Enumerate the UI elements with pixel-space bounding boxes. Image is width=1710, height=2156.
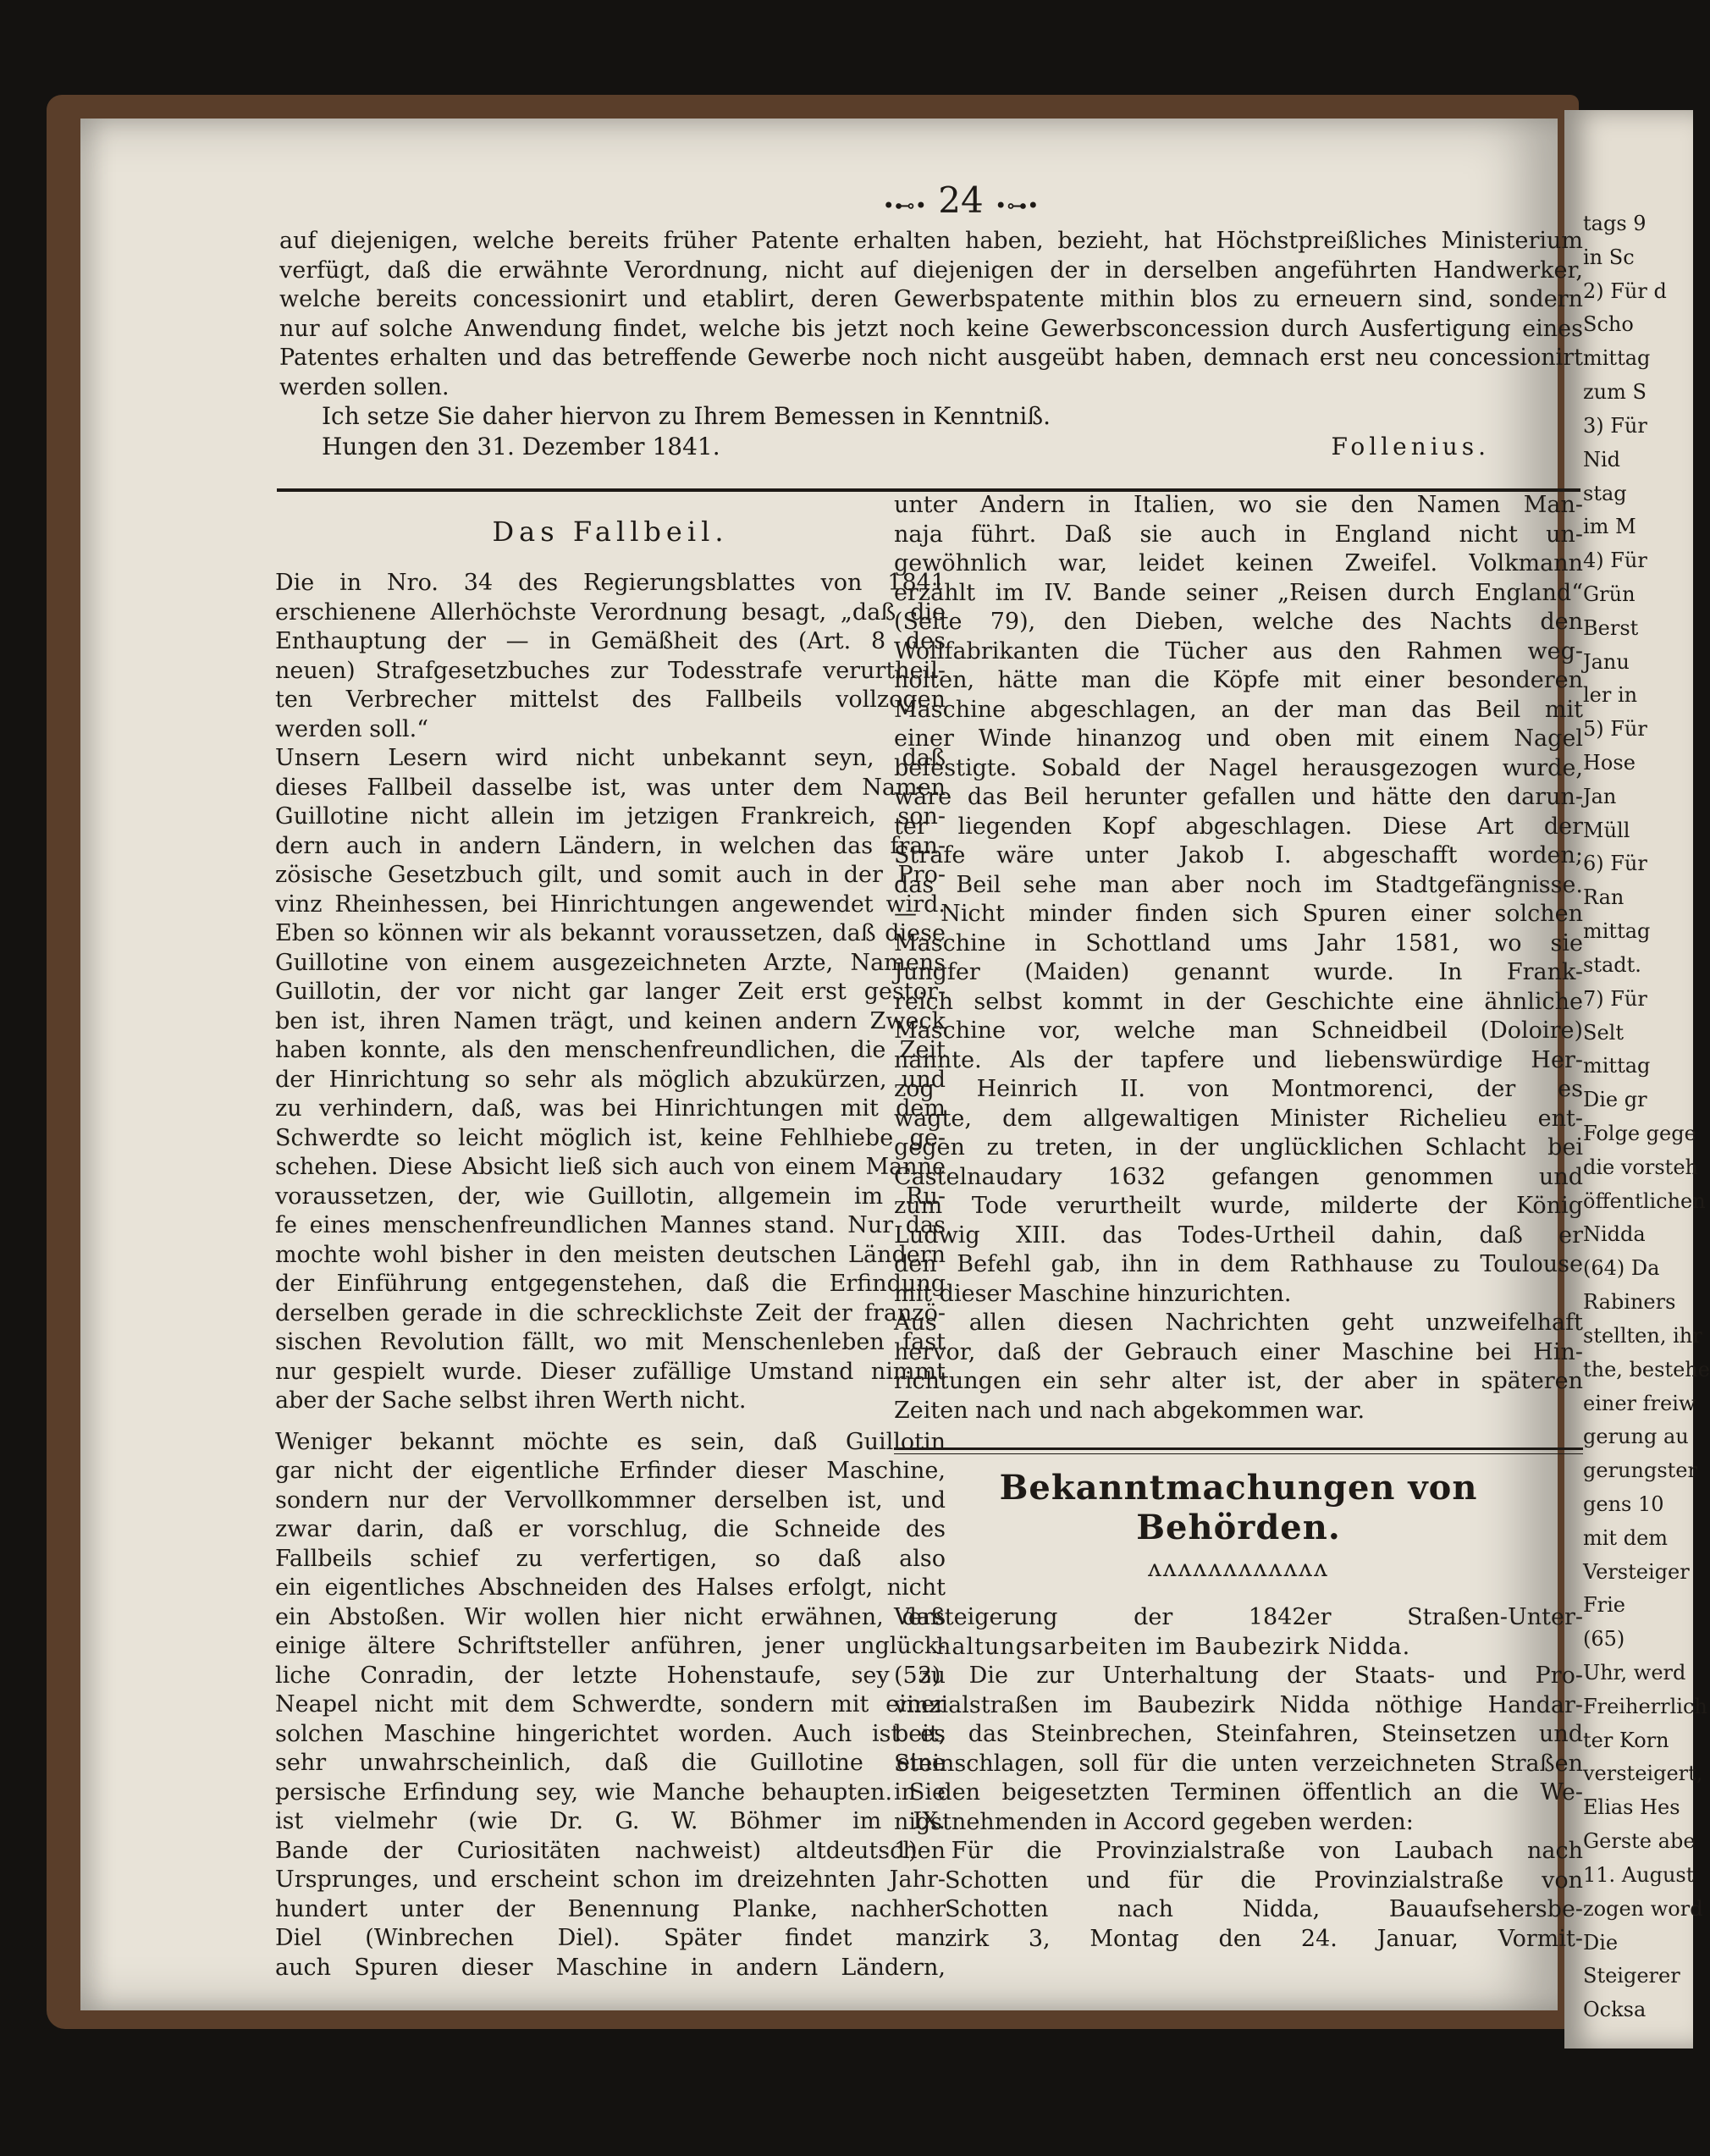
- text-line: dern auch in andern Ländern, in welchen das fran-: [275, 832, 946, 859]
- facing-line: zum S: [1583, 380, 1647, 405]
- facing-page: [1564, 110, 1710, 2048]
- intro-lines: [279, 227, 1583, 373]
- wave-ornament-icon: ʌʌʌʌʌʌʌʌʌʌʌʌ: [1148, 1554, 1329, 1582]
- facing-line: ler in: [1583, 683, 1638, 708]
- article-conclusion-end: Zeiten nach und nach abgekommen war.: [894, 1397, 1365, 1424]
- intro-last-line: werden sollen.: [279, 373, 450, 400]
- facing-line: Müll: [1583, 818, 1630, 842]
- text-line: Ursprunges, und erscheint schon im dreizehnten Jahr-: [275, 1867, 946, 1893]
- place-date: Hungen den 31. Dezember 1841.: [322, 432, 720, 460]
- facing-line: 11. August: [1583, 1862, 1695, 1887]
- text-line: zu verhindern, daß, was bei Hinrichtungen mit dem: [275, 1095, 946, 1122]
- text-line: vinzialstraßen im Baubezirk Nidda nöthige Handar-: [894, 1691, 1583, 1718]
- text-line: ten Verbrecher mittelst des Fallbeils vollzogen: [275, 687, 946, 713]
- text-line: Aus allen diesen Nachrichten geht unzweifelhaft: [894, 1310, 1583, 1336]
- facing-line: 4) Für: [1583, 549, 1647, 573]
- article-paragraph-1: [275, 569, 946, 715]
- text-line: haben konnte, als den menschenfreundlichen, die Zeit: [275, 1037, 946, 1063]
- facing-line: Jan: [1583, 784, 1617, 808]
- text-line: erzählt im IV. Bande seiner „Reisen durch England“: [894, 579, 1583, 606]
- facing-line: mittag: [1583, 1054, 1651, 1078]
- facing-line: Berst: [1583, 615, 1639, 640]
- left-column: [275, 506, 946, 1982]
- facing-line: mit dem: [1583, 1525, 1669, 1550]
- notice-item-1-rest: [894, 1867, 1583, 1955]
- text-line: Unsern Lesern wird nicht unbekannt seyn, daß: [275, 745, 946, 771]
- text-line: sehr unwahrscheinlich, daß die Guillotine eine: [275, 1750, 946, 1776]
- facing-line: 3) Für: [1583, 413, 1647, 438]
- text-line: Ludwig XIII. das Todes-Urtheil dahin, daß er: [894, 1221, 1583, 1249]
- page-number: [859, 179, 1062, 221]
- facing-line: Rabiners: [1583, 1290, 1676, 1315]
- facing-line: Freiherrlich: [1583, 1694, 1707, 1718]
- text-line: solchen Maschine hingerichtet worden. Auch ist es: [275, 1720, 946, 1747]
- text-line: Guillotin, der vor nicht gar langer Zeit erst gestor-: [275, 979, 946, 1005]
- article-paragraph-2-end: aber der Sache selbst ihren Werth nicht.: [275, 1387, 747, 1414]
- text-line: sischen Revolution fällt, wo mit Menschenleben fast: [275, 1329, 946, 1355]
- article-paragraph-2: [275, 744, 946, 1387]
- text-line: einige ältere Schriftsteller anführen, jener unglück-: [275, 1633, 946, 1659]
- facing-line: versteigert,: [1583, 1762, 1703, 1786]
- text-line: welche bereits concessionirt und etablirt, deren Gewerbspatente mithin blos zu erneuern sind, sondern: [279, 286, 1583, 312]
- intro-block: [279, 227, 1583, 462]
- facing-line: Ran: [1583, 885, 1624, 910]
- facing-line: 7) Für: [1583, 986, 1647, 1011]
- text-line: Wollfabrikanten die Tücher aus den Rahmen weg-: [894, 637, 1583, 664]
- text-line: Neapel nicht mit dem Schwerdte, sondern mit einer: [275, 1691, 946, 1718]
- text-line: ein eigentliches Abschneiden des Halses erfolgt, nicht: [275, 1574, 946, 1601]
- notice-title: [894, 1603, 1583, 1633]
- facing-line: 5) Für: [1583, 717, 1647, 742]
- text-line: Schotten nach Nidda, Bauaufsehersbe-: [945, 1896, 1583, 1922]
- text-line: zösische Gesetzbuch gilt, und somit auch in der Pro-: [275, 862, 946, 888]
- text-line: Guillotine von einem ausgezeichneten Arzte, Namens: [275, 949, 946, 976]
- page: [80, 119, 1583, 2010]
- text-line: nur gespielt wurde. Dieser zufällige Umstand nimmt: [275, 1358, 946, 1385]
- double-rule: [894, 1447, 1583, 1454]
- text-line: persische Erfindung sey, wie Manche behaupten. Sie: [275, 1778, 946, 1806]
- text-line: Fallbeils schief zu verfertigen, so daß also: [275, 1545, 946, 1572]
- article-paragraph-1-end: werden soll.“: [275, 715, 428, 742]
- facing-line: einer freiw: [1583, 1391, 1696, 1415]
- text-line: in den beigesetzten Terminen öffentlich an die We-: [894, 1779, 1583, 1806]
- announcements-heading: Bekanntmachungen von Behörden.: [999, 1468, 1478, 1547]
- facing-line: mittag: [1583, 919, 1651, 944]
- text-line: naja führt. Daß sie auch in England nicht un-: [894, 521, 1583, 548]
- facing-line: Frie: [1583, 1593, 1626, 1618]
- facing-line: Steigerer: [1583, 1964, 1680, 1988]
- article-continuation-end: mit dieser Maschine hinzurichten.: [894, 1280, 1292, 1307]
- text-line: wäre das Beil herunter gefallen und hätte den darun-: [894, 784, 1583, 810]
- text-line: zirk 3, Montag den 24. Januar, Vormit-: [945, 1925, 1583, 1952]
- text-line: schehen. Diese Absicht ließ sich auch von einem Manne: [275, 1154, 946, 1180]
- ornament-right-icon: •⊶•: [995, 194, 1040, 218]
- facing-line: in Sc: [1583, 245, 1635, 269]
- text-line: Castelnaudary 1632 gefangen genommen und: [894, 1163, 1583, 1190]
- facing-line: tags 9: [1583, 212, 1647, 235]
- facing-line: Versteiger: [1583, 1559, 1690, 1584]
- facing-line: Hose: [1583, 751, 1636, 775]
- text-line: Eben so können wir als bekannt voraussetzen, daß diese: [275, 920, 946, 946]
- text-line: Diel (Winbrechen Diel). Später findet man: [275, 1925, 946, 1951]
- text-line: richtungen ein sehr alter ist, der aber in späteren: [894, 1368, 1583, 1394]
- text-line: derselben gerade in die schrecklichste Zeit der franzö-: [275, 1299, 946, 1326]
- facing-line: stag: [1583, 481, 1627, 505]
- facing-line: the, bestehe: [1583, 1357, 1710, 1381]
- facing-line: Folge gege: [1583, 1122, 1696, 1145]
- facing-line: Grün: [1583, 582, 1636, 606]
- facing-line: mittag: [1583, 346, 1651, 371]
- facing-line: Ocksa: [1583, 1998, 1647, 2022]
- text-line: erschienene Allerhöchste Verordnung besagt, „daß die: [275, 598, 946, 626]
- facing-line: stadt.: [1583, 952, 1641, 977]
- text-line: nur auf solche Anwendung findet, welche bis jetzt noch keine Gewerbsconcession durch Ausfertigung eines: [279, 315, 1583, 342]
- text-line: beit, das Steinbrechen, Steinfahren, Steinsetzen und: [894, 1721, 1583, 1747]
- facing-line: Die gr: [1583, 1088, 1647, 1112]
- text-line: das Beil sehe man aber noch im Stadtgefängnisse.: [894, 871, 1583, 898]
- text-line: holten, hätte man die Köpfe mit einer besonderen: [894, 667, 1583, 693]
- facing-line: Nid: [1583, 447, 1621, 471]
- text-line: verfügt, daß die erwähnte Verordnung, nicht auf diejenigen der in derselben angeführten Handwerker,: [279, 256, 1583, 284]
- article-title: Das Fallbeil.: [492, 516, 729, 548]
- text-line: auch Spuren dieser Maschine in andern Ländern,: [275, 1954, 946, 1981]
- facing-line: Scho: [1583, 312, 1634, 337]
- facing-line: ter Korn: [1583, 1728, 1669, 1752]
- text-line: den Befehl gab, ihn in dem Rathhause zu Toulouse: [894, 1251, 1583, 1277]
- text-line: neuen) Strafgesetzbuches zur Todesstrafe verurtheil-: [275, 657, 946, 684]
- text-line: ter liegenden Kopf abgeschlagen. Diese Art der: [894, 813, 1583, 840]
- notice-body-end: nigstnehmenden in Accord gegeben werden:: [894, 1808, 1414, 1835]
- ornament-left-icon: •⊷•: [882, 194, 927, 218]
- facing-line: Janu: [1583, 649, 1630, 674]
- text-line: gewöhnlich war, leidet keinen Zweifel. Volkmann: [894, 550, 1583, 576]
- text-line: auf diejenigen, welche bereits früher Patente erhalten haben, bezieht, hat Höchstpreißliches Ministerium: [279, 228, 1583, 254]
- text-line: einer Winde hinanzog und oben mit einem Nagel: [894, 725, 1583, 752]
- text-line: Guillotine nicht allein im jetzigen Frankreich, son-: [275, 803, 946, 830]
- facing-line: stellten, ihr: [1583, 1323, 1702, 1348]
- facing-line: 6) Für: [1583, 852, 1647, 876]
- facing-line: gens 10: [1583, 1492, 1664, 1516]
- text-line: befestigte. Sobald der Nagel herausgezogen wurde,: [894, 754, 1583, 781]
- text-line: Die in Nro. 34 des Regierungsblattes von 1841: [275, 570, 946, 596]
- text-line: der Einführung entgegenstehen, daß die Erfindung: [275, 1271, 946, 1297]
- text-line: (Seite 79), den Dieben, welche des Nachts den: [894, 609, 1583, 635]
- text-line: unter Andern in Italien, wo sie den Namen Man-: [894, 492, 1583, 518]
- signature-row: [279, 432, 1583, 462]
- page-number-value: 24: [938, 179, 984, 221]
- text-line: Jungfer (Maiden) genannt wurde. In Frank-: [894, 959, 1583, 985]
- facing-line: 2) Für d: [1583, 278, 1667, 303]
- article-conclusion: [894, 1309, 1583, 1397]
- facing-line: im M: [1583, 515, 1636, 539]
- text-line: fe eines menschenfreundlichen Mannes stand. Nur das: [275, 1212, 946, 1238]
- text-line: reich selbst kommt in der Geschichte eine ähnliche: [894, 988, 1583, 1015]
- text-line: Versteigerung der 1842er Straßen-Unter-: [894, 1604, 1583, 1630]
- text-line: ben ist, ihren Namen trägt, und keinen andern Zweck: [275, 1007, 946, 1034]
- text-line: Maschine abgeschlagen, an der man das Beil mit: [894, 696, 1583, 723]
- facing-line: gerungster: [1583, 1458, 1697, 1483]
- facing-line: Die: [1583, 1930, 1619, 1955]
- text-line: Enthauptung der — in Gemäßheit des (Art. 8 des: [275, 628, 946, 654]
- text-line: gegen zu treten, in der unglücklichen Schlacht bei: [894, 1134, 1583, 1161]
- facing-line: Elias Hes: [1583, 1795, 1680, 1820]
- text-line: Schwerdte so leicht möglich ist, keine Fehlhiebe ge-: [275, 1124, 946, 1151]
- text-line: Weniger bekannt möchte es sein, daß Guillotin: [275, 1428, 946, 1455]
- facing-line: zogen word: [1583, 1896, 1703, 1921]
- article-continuation: [894, 491, 1583, 1280]
- text-line: hundert unter der Benennung Planke, nachher: [275, 1895, 946, 1922]
- text-line: Maschine in Schottland ums Jahr 1581, wo sie: [894, 929, 1583, 957]
- text-line: gar nicht der eigentliche Erfinder dieser Maschine,: [275, 1458, 946, 1484]
- text-line: zwar darin, daß er vorschlug, die Schneide des: [275, 1516, 946, 1542]
- facing-line: (65): [1583, 1627, 1625, 1651]
- facing-line: gerung au: [1583, 1425, 1689, 1449]
- notice-title-end: haltungsarbeiten im Baubezirk Nidda.: [936, 1633, 1411, 1660]
- text-line: nannte. Als der tapfere und liebenswürdige Her-: [894, 1046, 1583, 1073]
- facing-line: Uhr, werd: [1583, 1661, 1686, 1685]
- text-line: (53) Die zur Unterhaltung der Staats- und Pro-: [894, 1662, 1583, 1689]
- facing-line: öffentlichen: [1583, 1188, 1706, 1213]
- notice-item-1: 1) Für die Provinzialstraße von Laubach nach: [894, 1838, 1583, 1864]
- text-line: mochte wohl bisher in den meisten deutschen Ländern: [275, 1241, 946, 1268]
- text-line: zog Heinrich II. von Montmorenci, der es: [894, 1076, 1583, 1102]
- text-line: Maschine vor, welche man Schneidbeil (Doloire): [894, 1017, 1583, 1044]
- text-line: Steinschlagen, soll für die unten verzeichneten Straßen: [894, 1750, 1583, 1777]
- text-line: ist vielmehr (wie Dr. G. W. Böhmer im IX.: [275, 1808, 946, 1834]
- text-line: zum Tode verurtheilt wurde, milderte der König: [894, 1193, 1583, 1219]
- facing-line: Gerste abe: [1583, 1829, 1696, 1854]
- facing-line: Selt: [1583, 1020, 1624, 1045]
- facing-line: (64) Da: [1583, 1256, 1660, 1281]
- signature: Follenius.: [1331, 432, 1490, 460]
- article-paragraph-3: [275, 1428, 946, 1983]
- text-line: ein Abstoßen. Wir wollen hier nicht erwähnen, daß: [275, 1603, 946, 1630]
- facing-line: Nidda: [1583, 1222, 1646, 1247]
- text-line: hervor, daß der Gebrauch einer Maschine bei Hin-: [894, 1338, 1583, 1365]
- text-line: Schotten und für die Provinzialstraße von: [945, 1867, 1583, 1894]
- text-line: der Hinrichtung so sehr als möglich abzukürzen, und: [275, 1066, 946, 1093]
- text-line: Patentes erhalten und das betreffende Gewerbe noch nicht ausgeübt haben, demnach erst neu concessionirt: [279, 345, 1583, 371]
- text-line: dieses Fallbeil dasselbe ist, was unter dem Namen: [275, 774, 946, 801]
- text-line: liche Conradin, der letzte Hohenstaufe, sey zu: [275, 1662, 946, 1689]
- text-line: wagte, dem allgewaltigen Minister Richelieu ent-: [894, 1105, 1583, 1132]
- text-line: voraussetzen, der, wie Guillotin, allgemein im Ru-: [275, 1183, 946, 1210]
- text-line: — Nicht minder finden sich Spuren einer solchen: [894, 901, 1583, 927]
- intro-notice: Ich setze Sie daher hiervon zu Ihrem Bemessen in Kenntniß.: [322, 402, 1051, 430]
- text-line: vinz Rheinhessen, bei Hinrichtungen angewendet wird.: [275, 891, 946, 918]
- text-line: sondern nur der Vervollkommner derselben ist, und: [275, 1486, 946, 1514]
- text-line: Bande der Curiositäten nachweist) altdeutschen: [275, 1837, 946, 1864]
- right-column: [894, 491, 1583, 1954]
- text-line: Strafe wäre unter Jakob I. abgeschafft worden;: [894, 842, 1583, 868]
- facing-line: die vorsteh: [1583, 1155, 1698, 1179]
- notice-body: [894, 1662, 1583, 1808]
